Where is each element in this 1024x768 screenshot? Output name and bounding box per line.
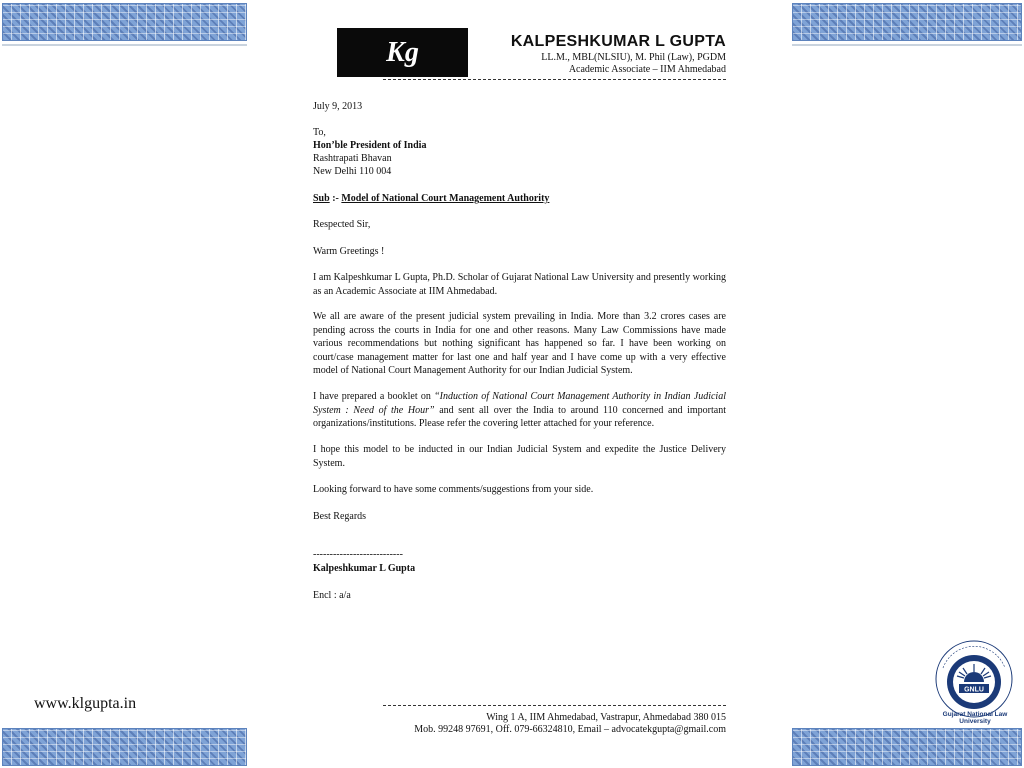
- paragraph-intro: I am Kalpeshkumar L Gupta, Ph.D. Scholar of Gujarat National Law University and presently working as an Academic Associate at IIM Ahmedabad.: [313, 272, 726, 297]
- letterhead-position: Academic Associate – IIM Ahmedabad: [568, 64, 726, 75]
- booklet-title: “Induction of National Court Management Authority in Indian Judicial System : Need of the Hour”: [313, 391, 726, 416]
- seal-text: GNLU: [964, 686, 984, 694]
- seal-caption: Gujarat National Law University: [942, 711, 1008, 725]
- enclosure: Encl : a/a: [313, 590, 351, 601]
- recipient: Hon’ble President of India: [313, 140, 427, 151]
- letterhead-logo: [337, 28, 468, 77]
- corner-pattern-bottom-left: [2, 728, 247, 766]
- paragraph-context: We all are aware of the present judicial system prevailing in India. More than 3.2 crores cases are pending across the courts in India for one and other reasons. Many Law Commissions have made various recommendations but nothing significant has happened so far. I have been working on court/case management matter for last one and half year and I have come up with a very effective model of National Court Management Authority for our Indian Judicial System.: [313, 311, 726, 377]
- booklet-rest: and sent all over the India to around 110 concerned and important organizations/institutions. Please refer the covering letter attached for your reference.: [313, 404, 726, 430]
- paragraph-looking-forward: Looking forward to have some comments/suggestions from your side.: [313, 484, 594, 495]
- corner-pattern-top-right: [792, 3, 1022, 41]
- corner-pattern-top-left: [2, 3, 247, 41]
- divider-top-right: [792, 44, 1022, 46]
- logo-monogram: Kg: [386, 36, 419, 68]
- booklet-intro: I have prepared a booklet on: [313, 391, 435, 402]
- footer-contact: Mob. 99248 97691, Off. 079-66324810, Email – advocatekgupta@gmail.com: [414, 724, 726, 735]
- address-line-1: Rashtrapati Bhavan: [313, 153, 392, 164]
- letterhead-qualifications: LL.M., MBL(NLSIU), M. Phil (Law), PGDM: [541, 52, 726, 63]
- letterhead-divider: [383, 79, 726, 80]
- letterhead-name: KALPESHKUMAR L GUPTA: [510, 33, 726, 50]
- corner-pattern-bottom-right: [792, 728, 1022, 766]
- gnlu-seal-icon: [933, 638, 1015, 720]
- subject-line: [313, 192, 549, 206]
- salutation: Respected Sir,: [313, 219, 371, 230]
- letter-date: July 9, 2013: [313, 101, 363, 112]
- greeting: Warm Greetings !: [313, 246, 385, 257]
- signatory: Kalpeshkumar L Gupta: [313, 563, 416, 574]
- website-link[interactable]: www.klgupta.in: [34, 695, 137, 712]
- to-label: To,: [313, 127, 326, 138]
- paragraph-booklet: [313, 390, 726, 431]
- footer-address: Wing 1 A, IIM Ahmedabad, Vastrapur, Ahmedabad 380 015: [486, 712, 726, 723]
- subject-separator: :-: [329, 193, 342, 204]
- address-line-2: New Delhi 110 004: [313, 166, 392, 177]
- subject-text: Model of National Court Management Authority: [341, 193, 550, 204]
- paragraph-hope: I hope this model to be inducted in our Indian Judicial System and expedite the Justice Delivery System.: [313, 444, 726, 469]
- subject-label: Sub: [313, 193, 330, 204]
- closing: Best Regards: [313, 511, 367, 522]
- signature-line: ---------------------------: [313, 549, 403, 560]
- divider-top-left: [2, 44, 247, 46]
- footer-divider: [383, 705, 726, 706]
